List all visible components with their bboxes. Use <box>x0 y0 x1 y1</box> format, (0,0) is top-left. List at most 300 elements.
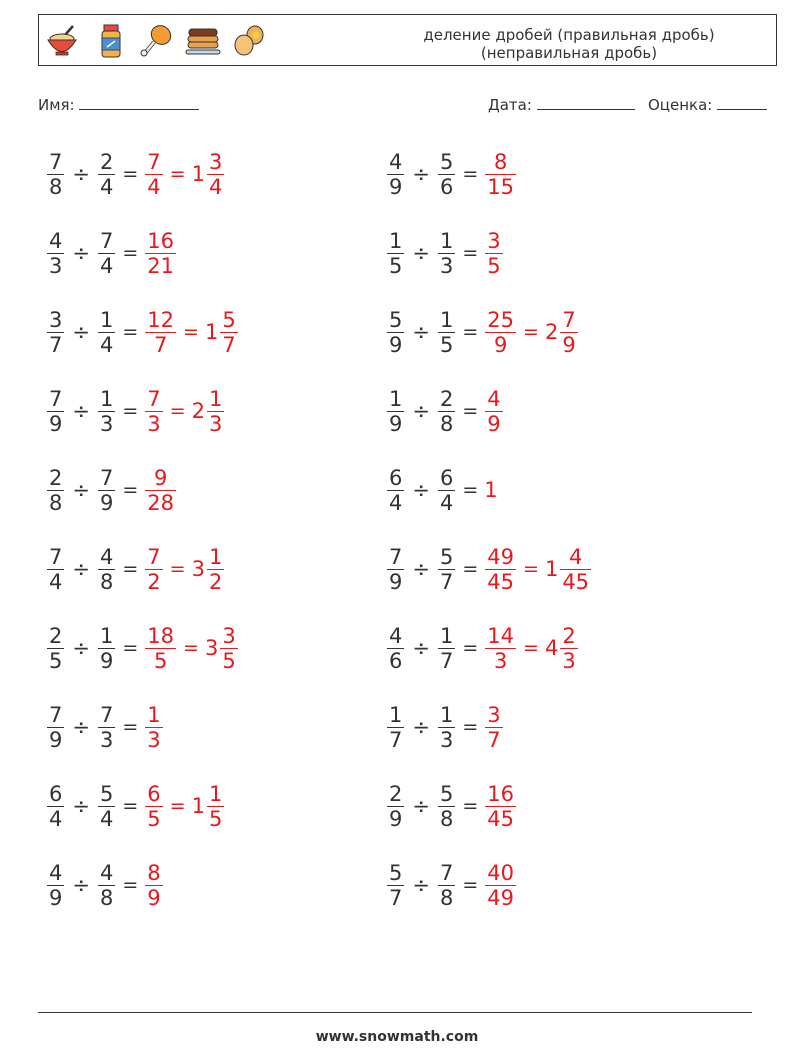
denominator: 4 <box>389 490 403 515</box>
numerator: 7 <box>99 702 114 727</box>
answer <box>144 624 238 673</box>
equals-sign: = <box>122 321 139 343</box>
numerator: 2 <box>389 781 403 806</box>
fraction <box>438 466 455 515</box>
fraction <box>485 308 516 357</box>
drumstick-icon <box>139 23 175 59</box>
equals-sign: = <box>462 795 479 817</box>
fraction <box>220 308 237 357</box>
numerator: 16 <box>147 228 175 253</box>
problem-item <box>46 855 164 915</box>
numerator: 5 <box>99 781 114 806</box>
numerator: 1 <box>147 702 161 727</box>
numerator: 4 <box>389 149 403 174</box>
denominator: 45 <box>487 806 515 831</box>
denominator: 3 <box>99 727 114 752</box>
fraction <box>47 229 64 278</box>
divide-sign: ÷ <box>72 873 90 897</box>
numerator: 5 <box>439 544 454 569</box>
fraction <box>47 545 64 594</box>
numerator: 1 <box>99 307 114 332</box>
fraction <box>560 624 577 673</box>
denominator: 9 <box>562 332 576 357</box>
equals-sign: = <box>523 637 539 659</box>
answer <box>484 624 578 673</box>
score-field[interactable] <box>648 95 767 114</box>
numerator: 8 <box>493 149 508 174</box>
answer <box>484 229 503 278</box>
numerator: 7 <box>562 307 576 332</box>
denominator: 7 <box>389 885 403 910</box>
worksheet-header <box>38 14 777 66</box>
fraction <box>47 861 64 910</box>
whole-number: 2 <box>191 399 205 423</box>
equals-sign: = <box>462 479 479 501</box>
numerator: 2 <box>439 386 454 411</box>
problem-item <box>386 618 579 678</box>
denominator: 9 <box>389 174 403 199</box>
equals-sign: = <box>462 400 479 422</box>
denominator: 8 <box>49 490 63 515</box>
numerator: 49 <box>487 544 515 569</box>
answer <box>484 387 503 436</box>
equals-sign: = <box>462 716 479 738</box>
numerator: 6 <box>147 781 161 806</box>
equals-sign: = <box>462 321 479 343</box>
jar-icon <box>93 23 129 59</box>
numerator: 2 <box>562 623 576 648</box>
denominator: 9 <box>389 806 403 831</box>
divide-sign: ÷ <box>412 399 430 423</box>
numerator: 1 <box>389 702 403 727</box>
numerator: 7 <box>49 386 63 411</box>
problem-item <box>386 460 499 520</box>
denominator: 3 <box>208 411 223 436</box>
denominator: 7 <box>49 332 63 357</box>
problem-item <box>46 460 177 520</box>
date-blank[interactable] <box>537 95 635 110</box>
denominator: 3 <box>147 411 161 436</box>
denominator: 9 <box>49 885 63 910</box>
fraction <box>485 782 516 831</box>
denominator: 9 <box>99 490 114 515</box>
fraction <box>438 703 455 752</box>
answer <box>484 861 517 910</box>
fraction <box>145 703 162 752</box>
answer <box>144 782 225 831</box>
worksheet-title <box>369 26 769 62</box>
denominator: 28 <box>147 490 175 515</box>
denominator: 8 <box>439 885 454 910</box>
equals-sign: = <box>183 637 199 659</box>
divide-sign: ÷ <box>412 162 430 186</box>
denominator: 7 <box>153 332 168 357</box>
problem-item <box>386 776 517 836</box>
problem-item <box>386 855 517 915</box>
denominator: 3 <box>147 727 161 752</box>
divide-sign: ÷ <box>412 873 430 897</box>
fraction <box>438 782 455 831</box>
denominator: 7 <box>222 332 236 357</box>
numerator: 3 <box>222 623 236 648</box>
fraction <box>98 703 115 752</box>
denominator: 45 <box>562 569 590 594</box>
answer <box>144 861 163 910</box>
answer <box>484 545 592 594</box>
fraction <box>560 545 591 594</box>
numerator: 1 <box>389 386 403 411</box>
problem-item <box>386 223 504 283</box>
denominator: 4 <box>49 806 63 831</box>
divide-sign: ÷ <box>412 715 430 739</box>
denominator: 6 <box>389 648 403 673</box>
divide-sign: ÷ <box>72 557 90 581</box>
numerator: 7 <box>99 228 114 253</box>
divide-sign: ÷ <box>72 320 90 344</box>
fraction <box>98 782 115 831</box>
name-field[interactable] <box>38 95 199 114</box>
numerator: 7 <box>49 149 63 174</box>
fraction <box>145 229 176 278</box>
problem-item <box>46 302 239 362</box>
equals-sign: = <box>169 558 186 580</box>
fraction <box>145 308 176 357</box>
numerator: 4 <box>487 386 501 411</box>
fraction <box>387 466 404 515</box>
fraction <box>47 624 64 673</box>
equals-sign: = <box>462 242 479 264</box>
denominator: 8 <box>439 411 454 436</box>
answer <box>144 703 163 752</box>
name-blank[interactable] <box>79 95 199 110</box>
numerator: 1 <box>439 702 454 727</box>
numerator: 18 <box>147 623 175 648</box>
denominator: 9 <box>49 411 63 436</box>
fraction <box>387 308 404 357</box>
fraction <box>145 861 162 910</box>
denominator: 4 <box>208 174 223 199</box>
denominator: 9 <box>389 332 403 357</box>
fraction <box>47 150 64 199</box>
divide-sign: ÷ <box>72 715 90 739</box>
numerator: 4 <box>99 544 114 569</box>
score-label: Оценка: <box>648 96 713 114</box>
fraction <box>98 861 115 910</box>
fraction <box>47 308 64 357</box>
numerator: 1 <box>439 307 454 332</box>
numerator: 5 <box>439 781 454 806</box>
fraction <box>485 229 502 278</box>
date-label: Дата: <box>488 96 532 114</box>
fraction <box>98 308 115 357</box>
numerator: 7 <box>147 544 161 569</box>
fraction <box>485 624 516 673</box>
whole-number: 1 <box>191 162 205 186</box>
divide-sign: ÷ <box>72 162 90 186</box>
problem-item <box>46 539 225 599</box>
numerator: 4 <box>49 860 63 885</box>
fraction <box>560 308 577 357</box>
numerator: 1 <box>99 623 114 648</box>
eggs-icon <box>231 23 267 59</box>
fraction <box>387 387 404 436</box>
equals-sign: = <box>462 163 479 185</box>
fraction <box>438 624 455 673</box>
denominator: 2 <box>208 569 223 594</box>
fraction <box>98 466 115 515</box>
whole-number: 3 <box>204 636 219 660</box>
answer <box>484 308 578 357</box>
numerator: 1 <box>208 544 223 569</box>
whole-number: 1 <box>544 557 559 581</box>
problem-item <box>46 697 164 757</box>
numerator: 5 <box>439 149 454 174</box>
fraction <box>145 387 162 436</box>
answer <box>144 387 225 436</box>
whole-number: 4 <box>544 636 559 660</box>
numerator: 4 <box>49 228 63 253</box>
title-line-1: деление дробей (правильная дробь) <box>423 26 715 44</box>
equals-sign: = <box>122 558 139 580</box>
denominator: 9 <box>99 648 114 673</box>
fraction <box>47 466 64 515</box>
problem-item <box>386 144 517 204</box>
numerator: 40 <box>487 860 515 885</box>
numerator: 2 <box>99 149 114 174</box>
fraction <box>145 782 162 831</box>
equals-sign: = <box>122 795 139 817</box>
equals-sign: = <box>183 321 199 343</box>
numerator: 1 <box>208 781 223 806</box>
fraction <box>145 545 162 594</box>
answer <box>484 782 517 831</box>
equals-sign: = <box>462 558 479 580</box>
divide-sign: ÷ <box>412 636 430 660</box>
fraction <box>387 545 404 594</box>
fraction <box>387 703 404 752</box>
fraction <box>438 229 455 278</box>
problem-item <box>386 381 504 441</box>
numerator: 7 <box>49 544 63 569</box>
numerator: 5 <box>389 307 403 332</box>
denominator: 15 <box>487 174 515 199</box>
whole-number: 1 <box>484 478 498 502</box>
denominator: 5 <box>222 648 236 673</box>
problem-item <box>46 618 239 678</box>
denominator: 5 <box>439 332 454 357</box>
fraction <box>207 545 224 594</box>
fraction <box>387 782 404 831</box>
numerator: 2 <box>49 623 63 648</box>
denominator: 4 <box>99 174 114 199</box>
denominator: 9 <box>389 411 403 436</box>
fraction <box>207 782 224 831</box>
fraction <box>438 861 455 910</box>
denominator: 3 <box>493 648 508 673</box>
numerator: 4 <box>389 623 403 648</box>
denominator: 8 <box>99 569 114 594</box>
denominator: 5 <box>208 806 223 831</box>
denominator: 5 <box>153 648 168 673</box>
problem-item <box>46 144 225 204</box>
equals-sign: = <box>122 716 139 738</box>
whole-number: 2 <box>544 320 559 344</box>
answer <box>144 545 225 594</box>
divide-sign: ÷ <box>412 478 430 502</box>
fraction <box>47 387 64 436</box>
equals-sign: = <box>122 637 139 659</box>
title-line-2: (неправильная дробь) <box>480 44 658 62</box>
whole-number: 1 <box>191 794 205 818</box>
denominator: 8 <box>49 174 63 199</box>
name-label: Имя: <box>38 96 75 114</box>
numerator: 1 <box>208 386 223 411</box>
whole-number: 3 <box>191 557 205 581</box>
equals-sign: = <box>462 874 479 896</box>
numerator: 2 <box>49 465 63 490</box>
numerator: 7 <box>147 386 161 411</box>
equals-sign: = <box>462 637 479 659</box>
fraction <box>47 703 64 752</box>
footer-url: www.snowmath.com <box>315 1029 479 1045</box>
denominator: 9 <box>389 569 403 594</box>
denominator: 3 <box>99 411 114 436</box>
fraction <box>485 545 516 594</box>
divide-sign: ÷ <box>412 794 430 818</box>
equals-sign: = <box>122 400 139 422</box>
equals-sign: = <box>122 163 139 185</box>
fraction <box>145 466 176 515</box>
numerator: 5 <box>389 860 403 885</box>
equals-sign: = <box>169 400 186 422</box>
numerator: 7 <box>99 465 114 490</box>
denominator: 2 <box>147 569 161 594</box>
numerator: 1 <box>99 386 114 411</box>
fraction <box>387 624 404 673</box>
fraction <box>98 387 115 436</box>
fraction <box>485 861 516 910</box>
fraction <box>98 624 115 673</box>
fraction <box>207 150 224 199</box>
denominator: 9 <box>493 332 508 357</box>
divide-sign: ÷ <box>412 320 430 344</box>
numerator: 7 <box>439 860 454 885</box>
denominator: 5 <box>49 648 63 673</box>
numerator: 16 <box>487 781 515 806</box>
numerator: 6 <box>49 781 63 806</box>
divide-sign: ÷ <box>412 241 430 265</box>
fraction <box>98 150 115 199</box>
denominator: 4 <box>439 490 454 515</box>
equals-sign: = <box>122 242 139 264</box>
whole-number: 1 <box>204 320 219 344</box>
numerator: 7 <box>147 149 161 174</box>
numerator: 12 <box>147 307 175 332</box>
fraction <box>438 387 455 436</box>
numerator: 9 <box>153 465 168 490</box>
numerator: 8 <box>147 860 161 885</box>
denominator: 4 <box>99 806 114 831</box>
fraction <box>438 308 455 357</box>
fraction <box>485 387 502 436</box>
fraction <box>485 150 516 199</box>
numerator: 25 <box>487 307 515 332</box>
footer-divider <box>38 1012 752 1013</box>
numerator: 4 <box>568 544 583 569</box>
problem-item <box>46 381 225 441</box>
equals-sign: = <box>523 558 539 580</box>
numerator: 7 <box>389 544 403 569</box>
denominator: 9 <box>147 885 161 910</box>
answer <box>484 703 503 752</box>
divide-sign: ÷ <box>72 636 90 660</box>
denominator: 3 <box>49 253 63 278</box>
equals-sign: = <box>122 874 139 896</box>
numerator: 6 <box>389 465 403 490</box>
denominator: 8 <box>99 885 114 910</box>
answer <box>484 478 498 502</box>
date-field[interactable] <box>488 95 635 114</box>
denominator: 7 <box>439 648 454 673</box>
numerator: 7 <box>49 702 63 727</box>
denominator: 4 <box>99 332 114 357</box>
divide-sign: ÷ <box>72 399 90 423</box>
equals-sign: = <box>169 163 186 185</box>
denominator: 9 <box>49 727 63 752</box>
problem-item <box>386 302 579 362</box>
divide-sign: ÷ <box>412 557 430 581</box>
numerator: 1 <box>439 228 454 253</box>
numerator: 1 <box>389 228 403 253</box>
fraction <box>387 150 404 199</box>
answer <box>144 150 225 199</box>
fraction <box>207 387 224 436</box>
denominator: 5 <box>147 806 161 831</box>
fraction <box>387 229 404 278</box>
score-blank[interactable] <box>717 95 767 110</box>
numerator: 1 <box>439 623 454 648</box>
fraction <box>145 624 176 673</box>
denominator: 21 <box>147 253 175 278</box>
answer <box>484 150 517 199</box>
equals-sign: = <box>169 795 186 817</box>
fraction <box>438 150 455 199</box>
denominator: 45 <box>487 569 515 594</box>
divide-sign: ÷ <box>72 478 90 502</box>
fraction <box>387 861 404 910</box>
denominator: 5 <box>389 253 403 278</box>
divide-sign: ÷ <box>72 794 90 818</box>
denominator: 3 <box>439 727 454 752</box>
fraction <box>485 703 502 752</box>
pancakes-icon <box>185 23 221 59</box>
numerator: 3 <box>487 228 501 253</box>
denominator: 4 <box>49 569 63 594</box>
equals-sign: = <box>523 321 539 343</box>
fraction <box>98 545 115 594</box>
answer <box>144 308 238 357</box>
denominator: 9 <box>487 411 501 436</box>
fraction <box>145 150 162 199</box>
denominator: 7 <box>439 569 454 594</box>
denominator: 4 <box>147 174 161 199</box>
fraction <box>438 545 455 594</box>
denominator: 49 <box>487 885 515 910</box>
numerator: 3 <box>208 149 223 174</box>
denominator: 4 <box>99 253 114 278</box>
fraction <box>220 624 237 673</box>
answer <box>144 466 177 515</box>
